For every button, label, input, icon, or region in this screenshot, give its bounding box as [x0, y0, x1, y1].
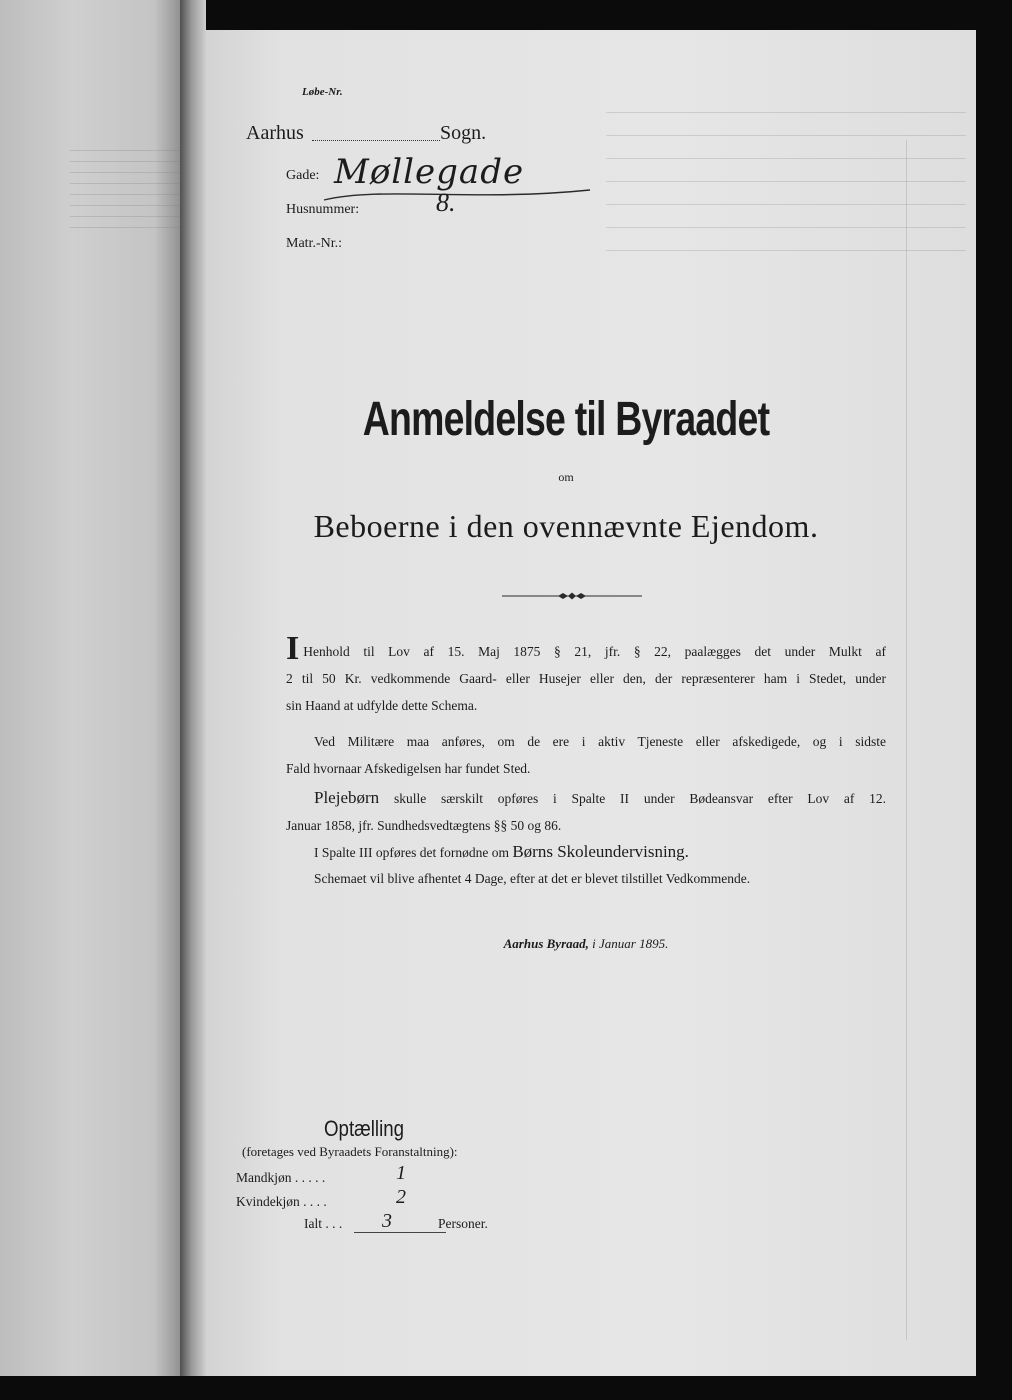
sogn-label: Sogn. [440, 122, 487, 144]
instruction-1-line-1: Henhold til Lov af 15. Maj 1875 § 21, jfr. § 22, paalægges det under Mulkt af [303, 644, 886, 659]
instruction-2-line-2: Fald hvornaar Afskedigelsen har fundet Sted. [286, 761, 531, 776]
book-gutter [180, 0, 206, 1376]
issue-date: i Januar 1895. [592, 936, 669, 951]
matr-nr-label: Matr.-Nr.: [286, 236, 342, 251]
instruction-paragraph-5 [286, 865, 886, 892]
instruction-2-line-1: Ved Militære maa anføres, om de ere i aktiv Tjeneste eller afskedigede, og i sidste [314, 734, 886, 749]
instruction-3-line-1: skulle særskilt opføres i Spalte II under Bødeansvar efter Lov af 12. [393, 791, 887, 806]
husnummer-label: Husnummer: [286, 202, 360, 217]
title-connector: om [558, 470, 574, 484]
ialt-label: Ialt . . . [304, 1216, 343, 1231]
gade-label: Gade: [286, 168, 320, 183]
mandkjon-label: Mandkjøn . . . . . [236, 1170, 326, 1185]
plejeborn-heading: Plejebørn [314, 788, 380, 807]
sogn-fill-line [312, 140, 440, 141]
gade-handwritten-value: Møllegade [334, 152, 525, 192]
bleed-through-rule [906, 140, 907, 1340]
instruction-1-line-2: 2 til 50 Kr. vedkommende Gaard- eller Husejer eller den, der repræsenterer ham i Stedet, under [286, 671, 886, 686]
ialt-underline [354, 1232, 446, 1233]
count-title: Optælling [324, 1116, 405, 1141]
instruction-paragraph-4 [286, 838, 886, 866]
mandkjon-value: 1 [396, 1162, 406, 1184]
instruction-4-text: I Spalte III opføres det fornødne om [314, 845, 509, 860]
document-subtitle: Beboerne i den ovennævnte Ejendom. [313, 508, 819, 544]
instruction-paragraph-2 [286, 728, 886, 782]
drop-initial: I [286, 630, 300, 667]
kvindekjon-value: 2 [396, 1186, 406, 1208]
count-subtitle: (foretages ved Byraadets Foranstaltning): [242, 1144, 458, 1159]
instruction-5-line-1: Schemaet vil blive afhentet 4 Dage, efter at det er blevet tilstillet Vedkommende. [314, 871, 751, 886]
instruction-paragraph-1 [286, 630, 886, 719]
issuer-name: Aarhus Byraad, [503, 936, 589, 951]
city-label: Aarhus [246, 122, 304, 144]
kvindekjon-label: Kvindekjøn . . . . [236, 1194, 327, 1209]
instruction-paragraph-3 [286, 784, 886, 839]
facing-page-bleed-through [70, 140, 180, 230]
ornamental-divider [502, 590, 642, 602]
instruction-3-line-2: Januar 1858, jfr. Sundhedsvedtægtens §§ 50 og 86. [286, 818, 562, 833]
handwriting-swash [322, 184, 592, 204]
personer-label: Personer. [438, 1216, 488, 1231]
form-page [206, 30, 976, 1376]
bleed-through-lines [606, 90, 966, 270]
skoleundervisning-heading: Børns Skoleundervisning. [512, 842, 689, 861]
husnummer-handwritten-value: 8. [436, 188, 456, 217]
instruction-1-line-3: sin Haand at udfylde dette Schema. [286, 698, 478, 713]
lobe-nr-label: Løbe-Nr. [302, 86, 343, 98]
ialt-value: 3 [382, 1210, 392, 1232]
facing-page [0, 0, 182, 1376]
issuer-signature [206, 936, 966, 952]
document-title: Anmeldelse til Byraadet [362, 393, 770, 446]
